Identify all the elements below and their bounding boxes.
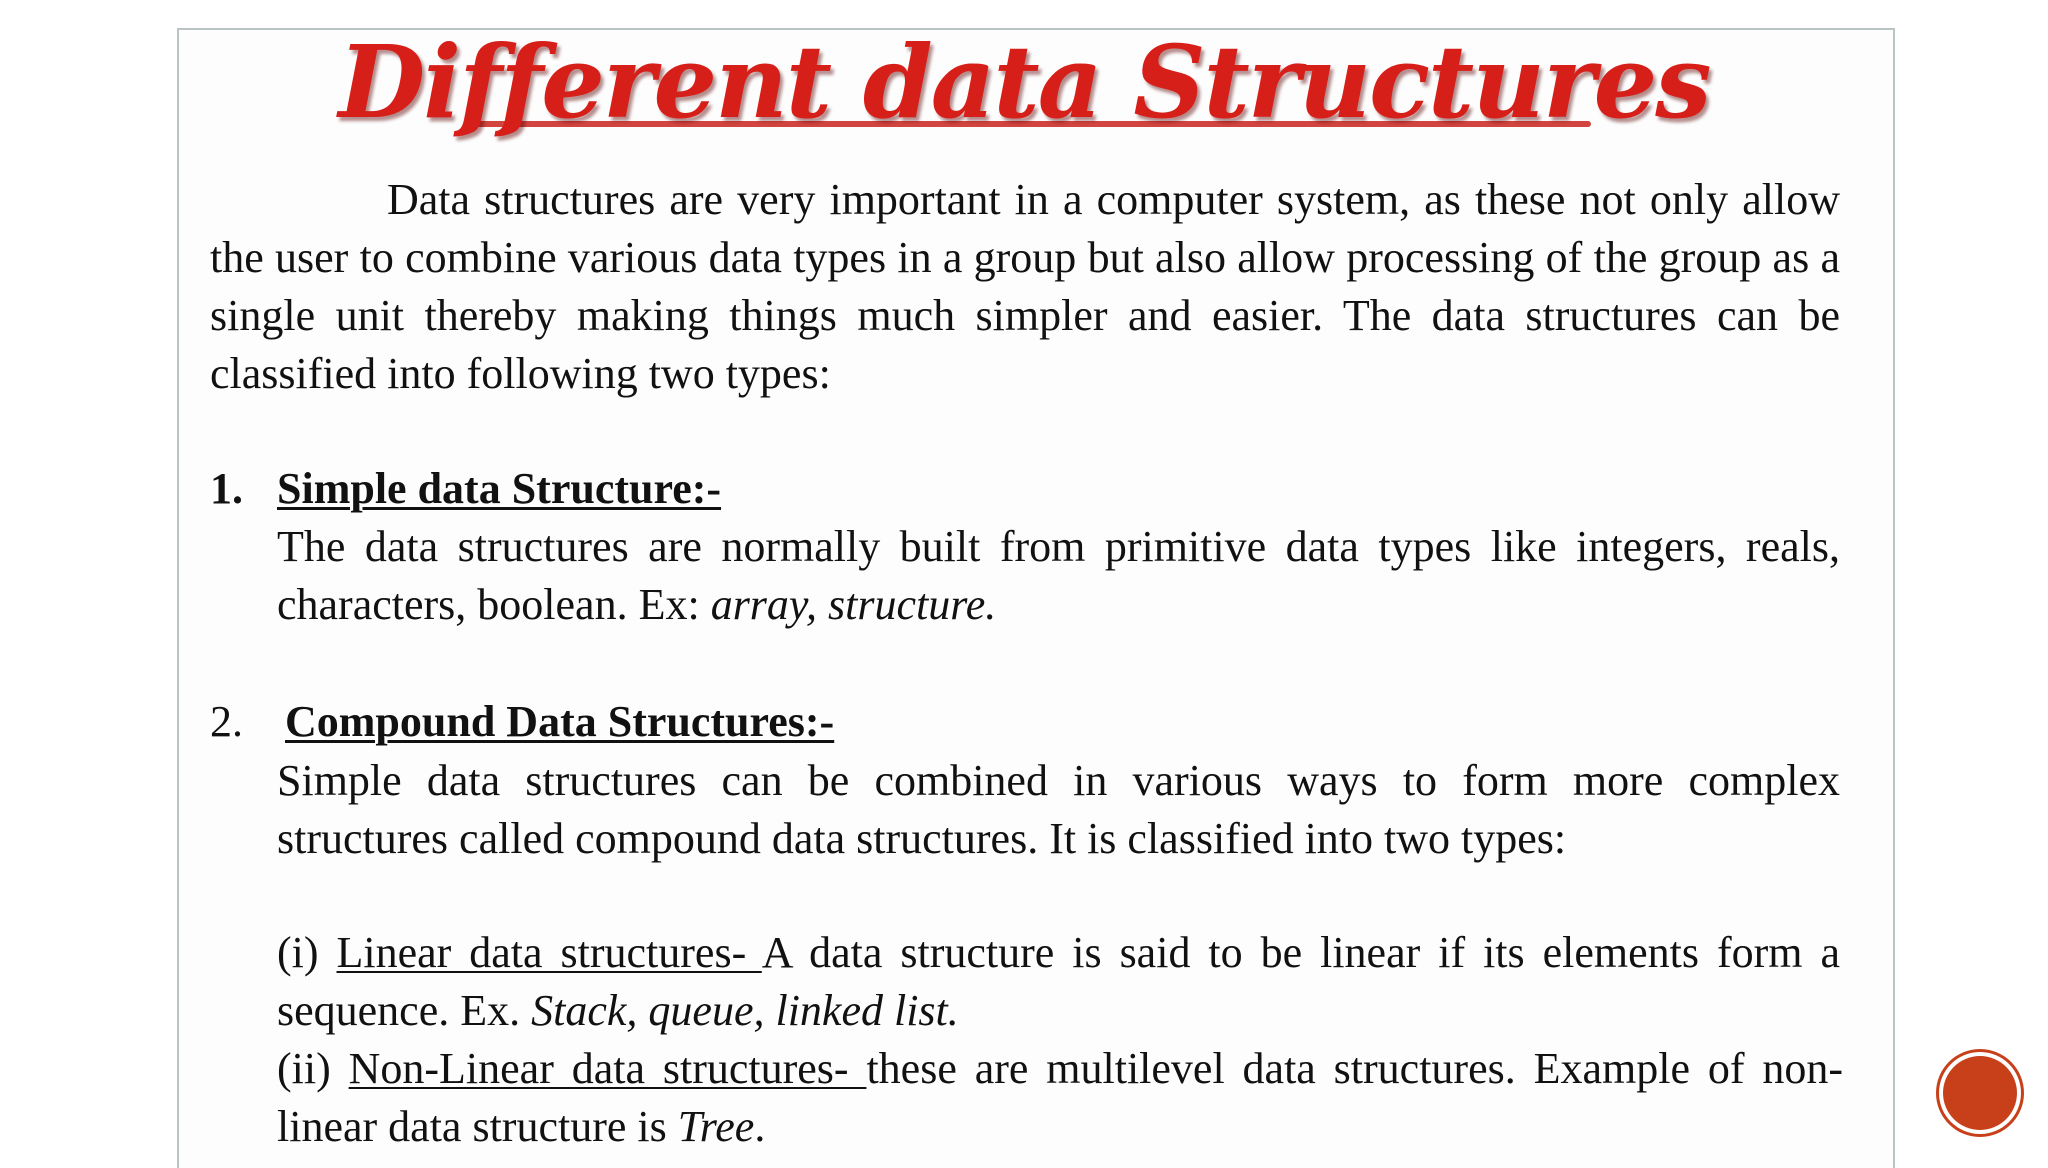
intro-paragraph: Data structures are very important in a computer system, as these not only allow the user to combine various data types in a group but also allow processing of the group as a single unit thereby making things much simpler and easier. The data structures can be classified into following two types: [210,175,1840,398]
section1-title: Simple data Structure:- [277,464,722,513]
section2-number: 2. [210,697,243,746]
section1-number: 1. [210,464,243,513]
list-item-linear [277,924,1840,1040]
item1-prefix: (i) [277,928,337,977]
section1-text: The data structures are normally built from primitive data types like integers, reals, characters, boolean. Ex: [277,522,1840,629]
section1-examples: array, structure. [710,580,997,629]
item2-examples: Tree [677,1102,755,1151]
section2-body: Simple data structures can be combined in various ways to form more complex structures called compound data structures. It is classified into two types: [277,756,1840,863]
item1-examples: Stack, queue, linked list. [531,986,959,1035]
item2-term: Non-Linear data structures- [348,1044,867,1093]
item1-term: Linear data structures- [336,928,762,977]
section1-heading [210,460,721,518]
circle-nav-icon[interactable] [1943,1056,2017,1130]
item2-suffix: . [754,1102,766,1151]
slide-title: Different data Structures [338,23,1710,141]
list-item-nonlinear [277,1040,1843,1156]
item2-text: these are multilevel data structures. Example of non-linear data structure is [277,1044,1843,1151]
section1-body [277,518,1840,634]
section2-heading [210,693,834,751]
item1-text: A data structure is said to be linear if its elements form a sequence. Ex. [277,928,1840,1035]
section2-title: Compound Data Structures:- [285,697,835,746]
item2-prefix: (ii) [277,1044,349,1093]
